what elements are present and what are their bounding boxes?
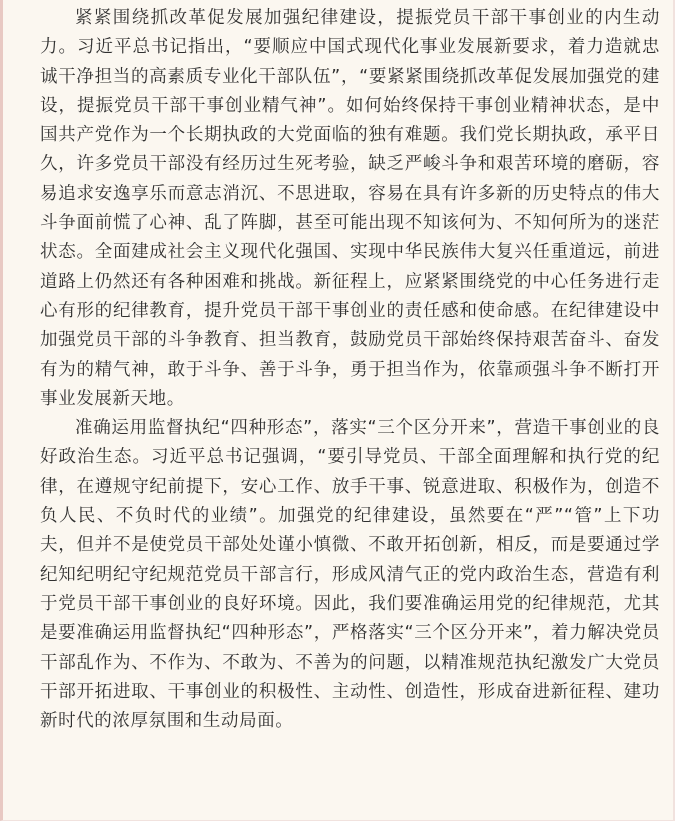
article-paragraph-1: 紧紧围绕抓改革促发展加强纪律建设，提振党员干部干事创业的内生动力。习近平总书记指出，“要顺应中国式现代化事业发展新要求，着力造就忠诚干净担当的高素质专业化干部队伍”，“要紧紧围绕抓改革促发展加强党的建设，提振党员干部干事创业精气神”。如何始终保持干事创业精神状态，是中国共产党作为一个长期执政的大党面临的独有难题。我们党长期执政，承平日久，许多党员干部没有经历过生死考验，缺乏严峻斗争和艰苦环境的磨砺，容易追求安逸享乐而意志消沉、不思进取，容易在具有许多新的历史特点的伟大斗争面前慌了心神、乱了阵脚，甚至可能出现不知该何为、不知何所为的迷茫状态。全面建成社会主义现代化强国、实现中华民族伟大复兴任重道远，前进道路上仍然还有各种困难和挑战。新征程上，应紧紧围绕党的中心任务进行走心有形的纪律教育，提升党员干部干事创业的责任感和使命感。在纪律建设中加强党员干部的斗争教育、担当教育，鼓励党员干部始终保持艰苦奋斗、奋发有为的精气神，敢于斗争、善于斗争，勇于担当作为，依靠顽强斗争不断打开事业发展新天地。: [40, 8, 660, 409]
article-body: [40, 4, 660, 736]
article-paragraph-2: 准确运用监督执纪“四种形态”，落实“三个区分开来”，营造干事创业的良好政治生态。习近平总书记强调，“要引导党员、干部全面理解和执行党的纪律，在遵规守纪前提下，安心工作、放手干事、锐意进取、积极作为，创造不负人民、不负时代的业绩”。加强党的纪律建设，虽然要在“严”“管”上下功夫，但并不是使党员干部处处谨小慎微、不敢开拓创新，相反，而是要通过学纪知纪明纪守纪规范党员干部言行，形成风清气正的党内政治生态，营造有利于党员干部干事创业的良好环境。因此，我们要准确运用党的纪律规范，尤其是要准确运用监督执纪“四种形态”，严格落实“三个区分开来”，着力解决党员干部乱作为、不作为、不敢为、不善为的问题，以精准规范执纪激发广大党员干部开拓进取、干事创业的积极性、主动性、创造性，形成奋进新征程、建功新时代的浓厚氛围和生动局面。: [40, 418, 660, 732]
